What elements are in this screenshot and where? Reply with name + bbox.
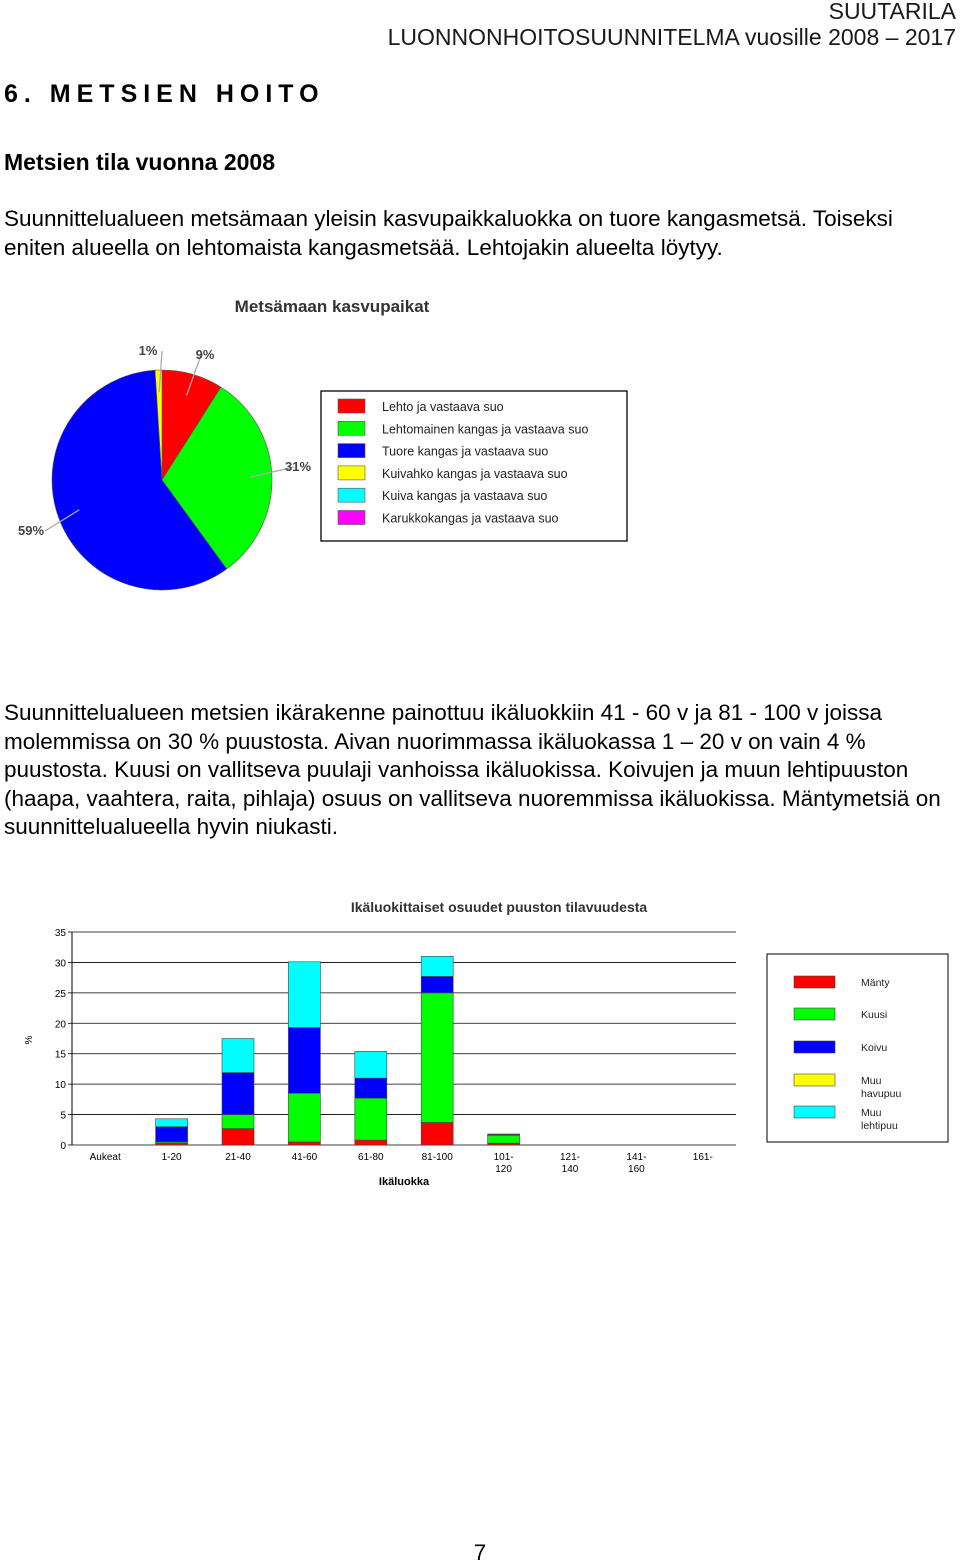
bar-segment xyxy=(288,1028,320,1094)
pie-legend-swatch xyxy=(338,421,365,435)
bar-segment xyxy=(355,1140,387,1145)
bar-segment xyxy=(288,1142,320,1145)
bar-x-tick-label: 121- xyxy=(559,1152,581,1163)
pie-data-label: 31% xyxy=(284,459,312,474)
pie-chart-title: Metsämaan kasvupaikat xyxy=(234,297,430,316)
bar-segment xyxy=(156,1119,188,1127)
bar-segment xyxy=(355,1098,387,1140)
bar-legend-swatch xyxy=(794,1041,835,1053)
bar-segment xyxy=(288,962,320,1028)
pie-legend-swatch xyxy=(338,511,365,525)
bar-x-tick-label: 81-100 xyxy=(421,1152,453,1163)
pie-legend-label: Kuiva kangas ja vastaava suo xyxy=(382,489,548,504)
bar-chart-x-axis-label: Ikäluokka xyxy=(378,1176,430,1188)
bar-segment xyxy=(421,1123,453,1146)
bar-y-tick-label: 25 xyxy=(54,988,66,1000)
bar-x-tick-label: 61-80 xyxy=(358,1152,384,1163)
bar-segment xyxy=(421,956,453,976)
pie-chart-site-types xyxy=(0,285,960,605)
paragraph-age-structure: Suunnittelualueen metsien ikärakenne painottuu ikäluokkiin 41 - 60 v ja 81 - 100 v joissa molemmissa on 30 % puustosta. Aivan nuorimmassa ikäluokassa 1 – 20 v on vain 4 % puustosta. Kuusi on vallitseva puulaji vanhoissa ikäluokissa. Koivujen ja muun lehtipuuston (haapa, vaahtera, raita, pihlaja) osuus on vallitseva nuoremmissa ikäluokissa. Mäntymetsiä on suunnittelualueella hyvin niukasti. xyxy=(4,700,941,839)
bar-segment xyxy=(488,1135,520,1143)
pie-legend-label: Kuivahko kangas ja vastaava suo xyxy=(382,466,568,481)
page-number: 7 xyxy=(473,1540,487,1565)
bar-x-tick-label: 161- xyxy=(692,1152,713,1163)
bar-segment xyxy=(488,1134,520,1135)
pie-data-label: 1% xyxy=(138,343,158,358)
bar-x-tick-label: 120 xyxy=(495,1164,512,1175)
bar-legend-swatch xyxy=(794,1074,835,1086)
bar-segment xyxy=(222,1073,254,1115)
bar-legend-label: havupuu xyxy=(861,1088,902,1100)
bar-segment xyxy=(421,976,453,992)
bar-chart-y-axis-label: % xyxy=(24,1035,35,1045)
bar-legend-label: Muu xyxy=(861,1107,882,1119)
bar-segment xyxy=(288,1093,320,1142)
bar-x-tick-label: 141- xyxy=(626,1152,647,1163)
bar-segment xyxy=(222,1129,254,1145)
bar-legend-label: Muu xyxy=(861,1075,882,1087)
pie-data-label: 59% xyxy=(17,523,45,538)
bar-x-tick-label: 160 xyxy=(628,1164,645,1175)
bar-legend-swatch xyxy=(794,1106,835,1118)
pie-legend-label: Lehtomainen kangas ja vastaava suo xyxy=(382,422,589,437)
bar-chart-age-classes xyxy=(0,890,960,1200)
bar-chart-title: Ikäluokittaiset osuudet puuston tilavuudesta xyxy=(350,899,648,915)
bar-x-tick-label: 41-60 xyxy=(291,1152,318,1163)
paragraph-site-types: Suunnittelualueen metsämaan yleisin kasvupaikkaluokka on tuore kangasmetsä. Toiseksi eniten alueella on lehtomaista kangasmetsää. Lehtojakin alueelta löytyy. xyxy=(4,206,893,260)
bar-y-tick-label: 5 xyxy=(60,1110,66,1122)
bar-y-tick-label: 35 xyxy=(54,928,66,939)
bar-segment xyxy=(222,1115,254,1129)
bar-x-tick-label: 21-40 xyxy=(225,1152,251,1163)
bar-legend-swatch xyxy=(794,976,835,988)
bar-x-tick-label: 101- xyxy=(493,1152,514,1163)
bar-legend-label: Koivu xyxy=(861,1042,888,1054)
header-document-title: LUONNONHOITOSUUNNITELMA vuosille 2008 – 2017 xyxy=(387,24,956,50)
bar-segment xyxy=(421,993,453,1123)
bar-y-tick-label: 10 xyxy=(54,1080,66,1092)
bar-x-tick-label: 1-20 xyxy=(161,1152,182,1163)
header-organization: SUUTARILA xyxy=(828,0,956,24)
bar-legend-swatch xyxy=(794,1008,835,1020)
bar-segment xyxy=(156,1127,188,1142)
bar-y-tick-label: 15 xyxy=(54,1049,66,1061)
pie-legend-swatch xyxy=(338,488,365,502)
bar-legend-label: lehtipuu xyxy=(861,1120,898,1132)
pie-legend-swatch xyxy=(338,399,365,413)
bar-y-tick-label: 20 xyxy=(54,1019,66,1031)
pie-legend-swatch xyxy=(338,466,365,480)
pie-data-label: 9% xyxy=(195,347,215,362)
bar-y-tick-label: 0 xyxy=(60,1141,66,1152)
bar-segment xyxy=(222,1039,254,1073)
section-subheading: Metsien tila vuonna 2008 xyxy=(4,149,275,175)
bar-x-tick-label: 140 xyxy=(561,1164,579,1175)
pie-legend-label: Tuore kangas ja vastaava suo xyxy=(382,444,549,459)
bar-segment xyxy=(355,1078,387,1098)
pie-legend-label: Lehto ja vastaava suo xyxy=(382,400,504,414)
section-heading: 6. METSIEN HOITO xyxy=(4,80,325,108)
pie-legend-swatch xyxy=(338,444,365,458)
bar-y-tick-label: 30 xyxy=(54,958,66,970)
bar-segment xyxy=(355,1051,387,1078)
bar-legend-label: Kuusi xyxy=(861,1009,888,1021)
pie-legend-label: Karukkokangas ja vastaava suo xyxy=(382,511,559,526)
bar-x-tick-label: Aukeat xyxy=(89,1152,121,1163)
bar-legend-label: Mänty xyxy=(861,977,890,989)
